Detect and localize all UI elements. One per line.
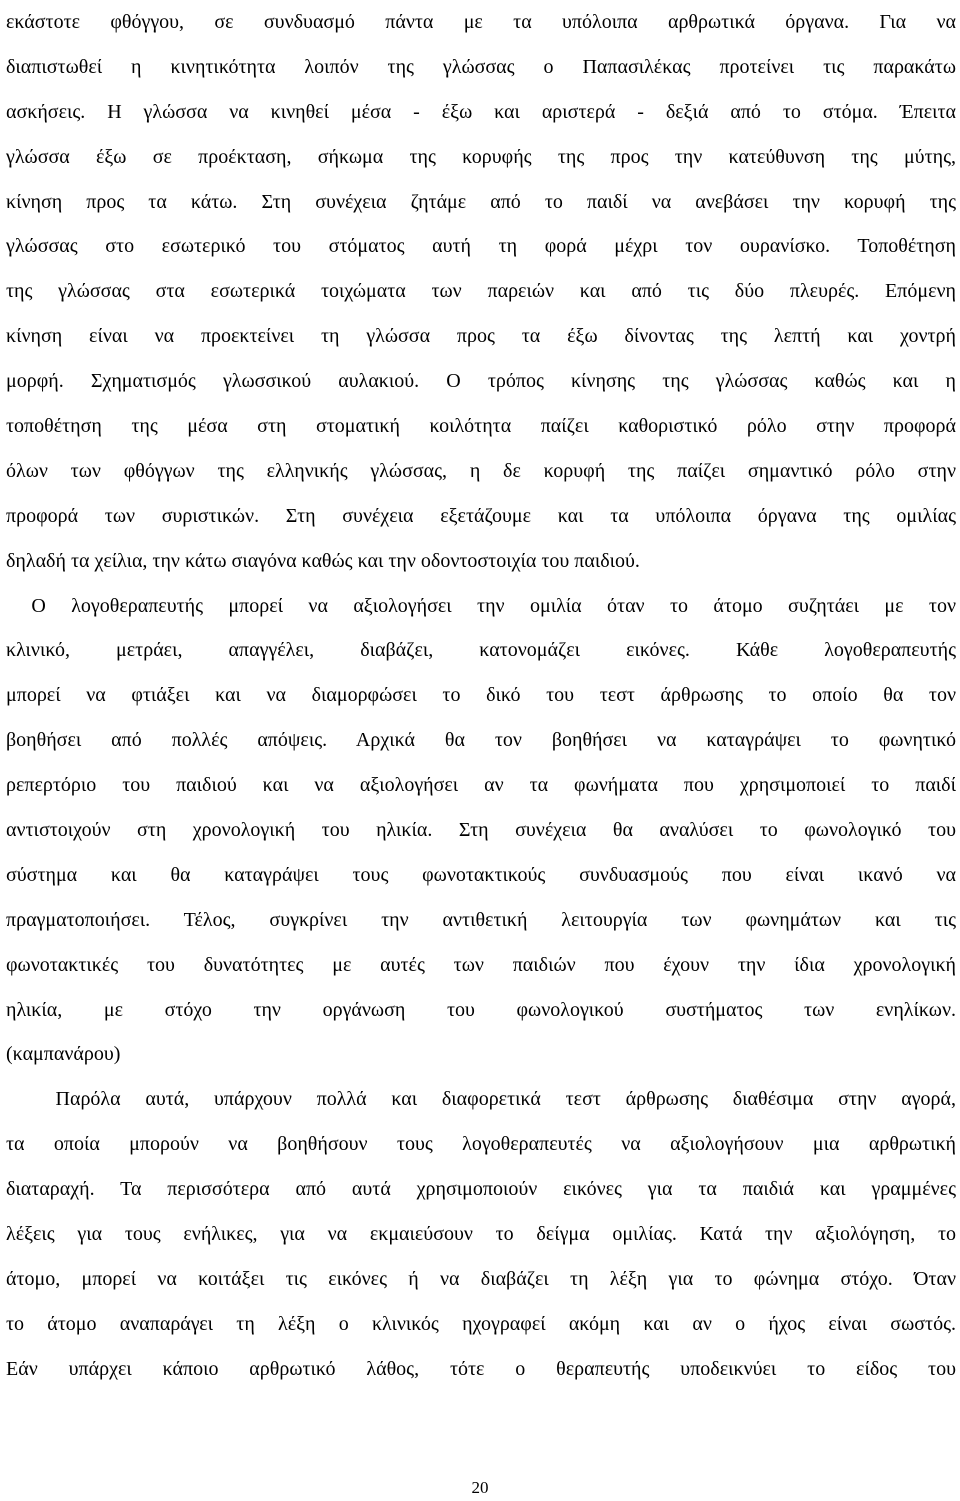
text-line: άτομο, μπορεί να κοιτάξει τις εικόνες ή να διαβάζει τη λέξη για το φώνημα στόχο. Όταν [6,1267,956,1290]
text-line: σύστημα και θα καταγράψει τους φωνοτακτικούς συνδυασμούς που είναι ικανό να [6,863,956,886]
text-line: διαπιστωθεί η κινητικότητα λοιπόν της γλώσσας ο Παπασιλέκας προτείνει τις παρακάτω [6,55,956,78]
text-line: (καμπανάρου) [6,1043,121,1066]
text-line: ασκήσεις. Η γλώσσα να κινηθεί μέσα - έξω και αριστερά - δεξιά από το στόμα. Έπειτα [6,100,956,123]
text-line: πραγματοποιήσει. Τέλος, συγκρίνει την αντιθετική λειτουργία των φωνημάτων και τις [6,908,956,931]
text-line: μπορεί να φτιάξει και να διαμορφώσει το δικό του τεστ άρθρωσης το οποίο θα τον [6,684,956,707]
text-line: λέξεις για τους ενήλικες, για να εκμαιεύσουν το δείγμα ομιλίας. Κατά την αξιολόγηση, το [6,1223,956,1246]
text-line: όλων των φθόγγων της ελληνικής γλώσσας, η δε κορυφή της παίζει σημαντικό ρόλο στην [6,459,956,482]
text-line: βοηθήσει από πολλές απόψεις. Αρχικά θα τον βοηθήσει να καταγράψει το φωνητικό [6,729,956,752]
text-line: γλώσσας στο εσωτερικό του στόματος αυτή τη φορά μέχρι τον ουρανίσκο. Τοποθέτηση [6,235,956,258]
text-line: γλώσσα έξω σε προέκταση, σήκωμα της κορυφής της προς την κατεύθυνση της μύτης, [6,145,956,168]
text-line: το άτομο αναπαράγει τη λέξη ο κλινικός ηχογραφεί ακόμη και αν ο ήχος είναι σωστός. [6,1312,956,1335]
text-line: κλινικό, μετράει, απαγγέλει, διαβάζει, κατονομάζει εικόνες. Κάθε λογοθεραπευτής [6,639,956,662]
paragraph-articulation-test [6,584,956,1078]
text-line: κίνηση προς τα κάτω. Στη συνέχεια ζητάμε από το παιδί να ανεβάσει την κορυφή της [6,190,956,213]
text-line: ρεπερτόριο του παιδιού και να αξιολογήσει αν τα φωνήματα που χρησιμοποιεί το παιδί [6,774,956,797]
text-line: δηλαδή τα χείλια, την κάτω σιαγόνα καθώς και την οδοντοστοιχία του παιδιού. [6,549,640,572]
text-line: τα οποία μπορούν να βοηθήσουν τους λογοθεραπευτές να αξιολογήσουν μια αρθρωτική [6,1133,956,1156]
document-page [6,0,956,1392]
text-line: μορφή. Σχηματισμός γλωσσικού αυλακιού. Ο τρόπος κίνησης της γλώσσας καθώς και η [6,370,956,393]
text-line: εκάστοτε φθόγγου, σε συνδυασμό πάντα με τα υπόλοιπα αρθρωτικά όργανα. Για να [6,11,956,33]
paragraph-available-tests [6,1077,956,1391]
paragraph-tongue-exercises [6,0,956,584]
text-line: της γλώσσας στα εσωτερικά τοιχώματα των παρειών και από τις δύο πλευρές. Επόμενη [6,280,956,303]
text-line: ηλικία, με στόχο την οργάνωση του φωνολογικού συστήματος των ενηλίκων. [6,998,956,1021]
text-line: Παρόλα αυτά, υπάρχουν πολλά και διαφορετικά τεστ άρθρωσης διαθέσιμα στην αγορά, [6,1088,956,1111]
text-line: Εάν υπάρχει κάποιο αρθρωτικό λάθος, τότε ο θεραπευτής υποδεικνύει το είδος του [6,1357,956,1380]
text-line: κίνηση είναι να προεκτείνει τη γλώσσα προς τα έξω δίνοντας της λεπτή και χοντρή [6,325,956,348]
text-line: φωνοτακτικές του δυνατότητες με αυτές των παιδιών που έχουν την ίδια χρονολογική [6,953,956,976]
text-line: διαταραχή. Τα περισσότερα από αυτά χρησιμοποιούν εικόνες για τα παιδιά και γραμμένες [6,1178,956,1201]
page-number: 20 [471,1478,489,1497]
text-line: προφορά των συριστικών. Στη συνέχεια εξετάζουμε και τα υπόλοιπα όργανα της ομιλίας [6,504,956,527]
text-line: τοποθέτηση της μέσα στη στοματική κοιλότητα παίζει καθοριστικό ρόλο στην προφορά [6,415,956,438]
text-line: αντιστοιχούν στη χρονολογική του ηλικία. Στη συνέχεια θα αναλύσει το φωνολογικό του [6,819,956,842]
text-line: Ο λογοθεραπευτής μπορεί να αξιολογήσει την ομιλία όταν το άτομο συζητάει με τον [6,594,956,617]
